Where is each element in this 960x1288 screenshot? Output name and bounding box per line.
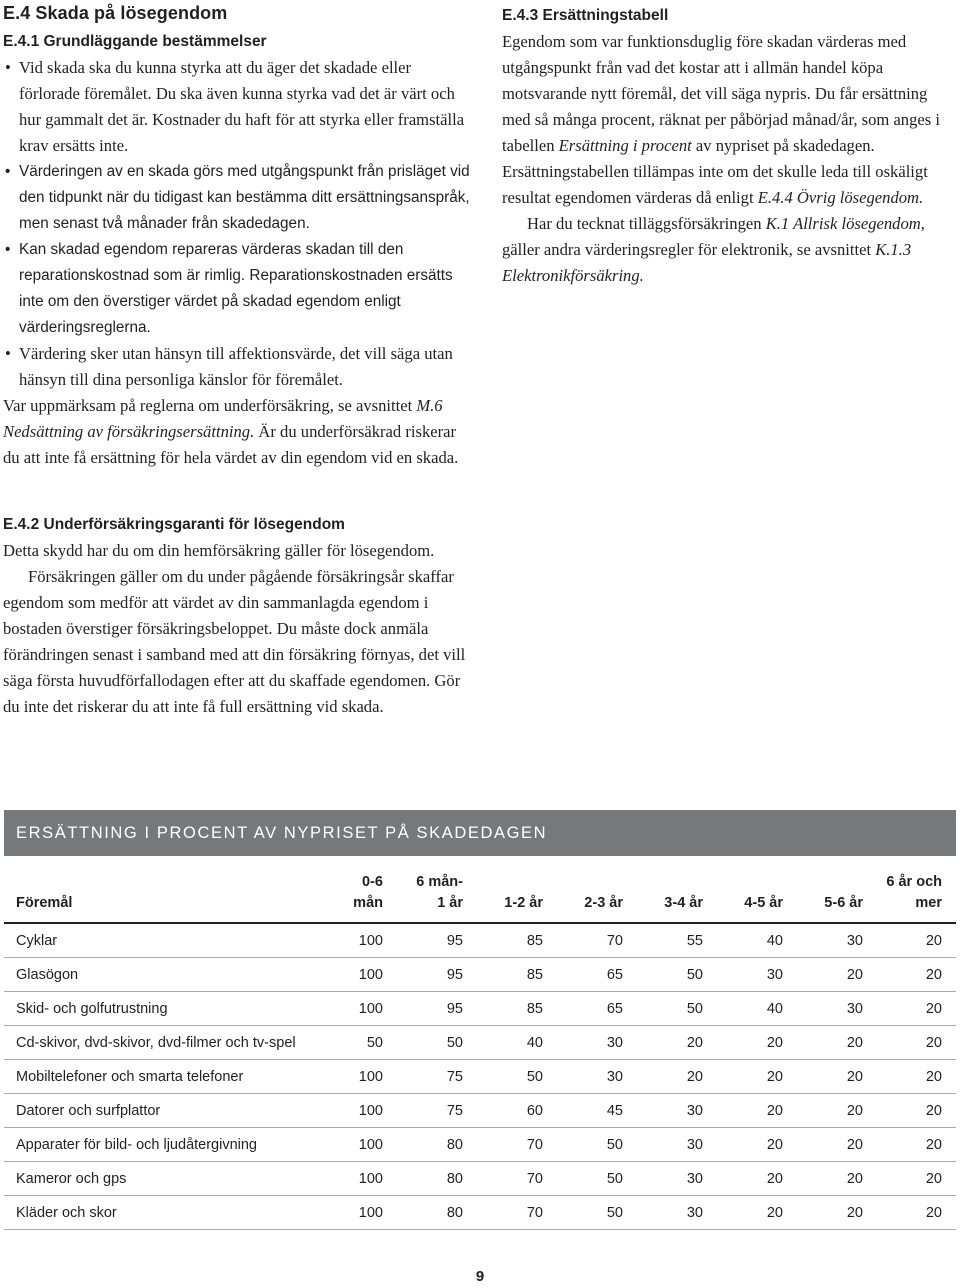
table-body bbox=[4, 923, 956, 1230]
column-header-text: 6 mån- bbox=[416, 874, 463, 890]
e43-text: Egendom som var funktionsduglig före skadan värderas med utgångspunkt från vad det kostar att i allmän handel köpa motsvarande nytt föremål, det vill säga nypris. Du får ersättning med så många procent, räknat per påbörjad månad/år, som anges i tabellen bbox=[502, 32, 940, 155]
section-heading-e4: E.4 Skada på lösegendom bbox=[3, 3, 228, 23]
percent-cell: 20 bbox=[783, 1094, 863, 1128]
table-row bbox=[4, 1094, 956, 1128]
percent-cell: 80 bbox=[383, 1128, 463, 1162]
percent-cell: 20 bbox=[863, 1162, 956, 1196]
bullet-text: Vid skada ska du kunna styrka att du äger det skadade eller förlorade föremålet. Du ska även kunna styrka vad det är värt och hur gammalt det är. Kostnader du haft för att styrka eller framställa krav ersätts inte. bbox=[19, 58, 465, 155]
e43-text-3: Har du tecknat tilläggsförsäkringen bbox=[527, 214, 766, 233]
table-row bbox=[4, 923, 956, 958]
percent-cell: 50 bbox=[383, 1026, 463, 1060]
percent-cell: 65 bbox=[543, 992, 623, 1026]
percent-cell: 20 bbox=[863, 1060, 956, 1094]
allrisk-reference-link[interactable]: K.1 Allrisk lösegendom bbox=[765, 214, 921, 233]
percent-cell: 100 bbox=[306, 1162, 383, 1196]
bullet-icon: • bbox=[5, 241, 11, 258]
percent-cell: 30 bbox=[783, 923, 863, 958]
section-reference-link[interactable]: E.4.4 Övrig lösegendom. bbox=[757, 188, 924, 207]
e42-paragraph-2: Försäkringen gäller om du under pågående försäkringsår skaffar egendom som medför att värdet av din sammanlagda egendom i bostaden överstiger försäkringsbeloppet. Du måste dock anmäla förändringen senast i samband med att din försäkring förnyas, det vill säga första huvudförfallodagen efter att du skaffade egendomen. Gör du inte det riskerar du att inte få full ersättning vid skada. bbox=[3, 567, 466, 716]
percent-cell: 20 bbox=[863, 1196, 956, 1230]
column-header-period bbox=[783, 856, 863, 923]
percent-cell: 50 bbox=[306, 1026, 383, 1060]
table-header-row bbox=[4, 856, 956, 923]
percent-cell: 70 bbox=[463, 1196, 543, 1230]
table-row bbox=[4, 1128, 956, 1162]
percent-cell: 20 bbox=[863, 1026, 956, 1060]
percent-cell: 100 bbox=[306, 1128, 383, 1162]
electronics-reference-link[interactable]: K.1.3 Elektronikförsäkring. bbox=[502, 240, 912, 285]
item-name-cell: Glasögon bbox=[4, 958, 306, 992]
bullet-icon: • bbox=[5, 58, 11, 77]
percent-cell: 30 bbox=[783, 992, 863, 1026]
column-header-text: 6 år och bbox=[886, 874, 942, 890]
percent-cell: 75 bbox=[383, 1094, 463, 1128]
percent-cell: 20 bbox=[703, 1026, 783, 1060]
percent-cell: 95 bbox=[383, 992, 463, 1026]
column-header-item bbox=[4, 856, 306, 923]
column-header-period bbox=[863, 856, 956, 923]
section-e42 bbox=[3, 512, 473, 720]
percent-cell: 20 bbox=[863, 992, 956, 1026]
page-number: 9 bbox=[475, 1268, 485, 1285]
underinsurance-note bbox=[3, 393, 473, 471]
percent-cell: 20 bbox=[783, 1162, 863, 1196]
percent-cell: 50 bbox=[543, 1128, 623, 1162]
percent-cell: 30 bbox=[703, 958, 783, 992]
percent-cell: 45 bbox=[543, 1094, 623, 1128]
table-row bbox=[4, 1060, 956, 1094]
percent-cell: 20 bbox=[703, 1094, 783, 1128]
bullet-icon: • bbox=[5, 163, 11, 180]
percent-cell: 100 bbox=[306, 923, 383, 958]
table-row bbox=[4, 958, 956, 992]
compensation-table bbox=[4, 856, 956, 1230]
e42-paragraph-1: Detta skydd har du om din hemförsäkring gäller för lösegendom. bbox=[3, 541, 435, 560]
percent-cell: 80 bbox=[383, 1196, 463, 1230]
percent-cell: 20 bbox=[863, 1128, 956, 1162]
table-row bbox=[4, 1162, 956, 1196]
item-name-cell: Kläder och skor bbox=[4, 1196, 306, 1230]
item-name-cell: Cd-skivor, dvd-skivor, dvd-filmer och tv-spel bbox=[4, 1026, 306, 1060]
percent-cell: 100 bbox=[306, 1094, 383, 1128]
percent-cell: 20 bbox=[783, 1196, 863, 1230]
percent-cell: 75 bbox=[383, 1060, 463, 1094]
percent-cell: 20 bbox=[703, 1060, 783, 1094]
percent-cell: 100 bbox=[306, 1060, 383, 1094]
percent-cell: 20 bbox=[783, 1060, 863, 1094]
percent-cell: 30 bbox=[543, 1060, 623, 1094]
bullet-icon: • bbox=[5, 344, 11, 363]
subsection-heading-e43: E.4.3 Ersättningstabell bbox=[502, 7, 669, 24]
column-header-period bbox=[383, 856, 463, 923]
column-header-text: 3-4 år bbox=[664, 895, 703, 911]
column-header-period bbox=[543, 856, 623, 923]
item-name-cell: Apparater för bild- och ljudåtergivning bbox=[4, 1128, 306, 1162]
percent-cell: 60 bbox=[463, 1094, 543, 1128]
note-text-end: Är du underförsäkrad riskerar du att inte få ersättning för hela värdet av din egendom vid en skada. bbox=[3, 422, 459, 467]
column-header-period bbox=[463, 856, 543, 923]
percent-cell: 50 bbox=[623, 992, 703, 1026]
item-name-cell: Cyklar bbox=[4, 923, 306, 958]
percent-cell: 20 bbox=[703, 1196, 783, 1230]
percent-cell: 50 bbox=[623, 958, 703, 992]
percent-cell: 85 bbox=[463, 992, 543, 1026]
column-header-text: 1 år bbox=[437, 895, 463, 911]
percent-cell: 100 bbox=[306, 1196, 383, 1230]
column-header-period bbox=[306, 856, 383, 923]
percent-cell: 20 bbox=[703, 1128, 783, 1162]
e43-paragraph-2 bbox=[502, 211, 957, 289]
column-header-text: mer bbox=[915, 895, 942, 911]
percent-cell: 80 bbox=[383, 1162, 463, 1196]
percent-cell: 20 bbox=[863, 1094, 956, 1128]
percent-cell: 20 bbox=[623, 1060, 703, 1094]
table-row bbox=[4, 1196, 956, 1230]
percent-cell: 40 bbox=[703, 992, 783, 1026]
bullet-item bbox=[3, 55, 473, 159]
subsection-heading-e42: E.4.2 Underförsäkringsgaranti för lösegendom bbox=[3, 516, 345, 533]
percent-cell: 30 bbox=[623, 1094, 703, 1128]
percent-cell: 30 bbox=[623, 1162, 703, 1196]
percent-cell: 20 bbox=[783, 1026, 863, 1060]
percent-cell: 50 bbox=[463, 1060, 543, 1094]
percent-cell: 100 bbox=[306, 992, 383, 1026]
percent-cell: 30 bbox=[623, 1196, 703, 1230]
table-banner: ERSÄTTNING I PROCENT AV NYPRISET PÅ SKADEDAGEN bbox=[4, 810, 956, 856]
item-name-cell: Kameror och gps bbox=[4, 1162, 306, 1196]
percent-cell: 20 bbox=[783, 958, 863, 992]
percent-cell: 20 bbox=[623, 1026, 703, 1060]
bullet-text: Kan skadad egendom repareras värderas skadan till den reparationskostnad som är rimlig. Reparationskostnaden ersätts inte om den överstiger värdet på skadad egendom enligt värderingsreglerna. bbox=[19, 241, 453, 336]
percent-cell: 20 bbox=[703, 1162, 783, 1196]
percent-cell: 55 bbox=[623, 923, 703, 958]
percent-cell: 95 bbox=[383, 958, 463, 992]
column-header-text: 0-6 bbox=[362, 874, 383, 890]
table-row bbox=[4, 1026, 956, 1060]
item-name-cell: Datorer och surfplattor bbox=[4, 1094, 306, 1128]
percent-cell: 20 bbox=[863, 923, 956, 958]
column-header-text: 1-2 år bbox=[504, 895, 543, 911]
bullet-item bbox=[3, 159, 473, 237]
note-reference-link[interactable]: M.6 Nedsättning av försäkringsersättning. bbox=[3, 396, 443, 441]
rules-bullet-list bbox=[3, 55, 473, 393]
column-header-text: 2-3 år bbox=[584, 895, 623, 911]
percent-cell: 70 bbox=[543, 923, 623, 958]
table-reference: Ersättning i procent bbox=[558, 136, 692, 155]
percent-cell: 50 bbox=[543, 1162, 623, 1196]
bullet-item bbox=[3, 341, 473, 393]
percent-cell: 85 bbox=[463, 958, 543, 992]
percent-cell: 70 bbox=[463, 1128, 543, 1162]
percent-cell: 100 bbox=[306, 958, 383, 992]
percent-cell: 30 bbox=[623, 1128, 703, 1162]
item-name-cell: Mobiltelefoner och smarta telefoner bbox=[4, 1060, 306, 1094]
subsection-heading-e41: E.4.1 Grundläggande bestämmelser bbox=[3, 33, 267, 50]
bullet-text: Värdering sker utan hänsyn till affektionsvärde, det vill säga utan hänsyn till dina personliga känslor för föremålet. bbox=[19, 344, 453, 389]
percent-cell: 40 bbox=[463, 1026, 543, 1060]
column-header-text: 5-6 år bbox=[824, 895, 863, 911]
percent-cell: 95 bbox=[383, 923, 463, 958]
column-header-text: mån bbox=[353, 895, 383, 911]
percent-cell: 70 bbox=[463, 1162, 543, 1196]
note-text: Var uppmärksam på reglerna om underförsäkring, se avsnittet bbox=[3, 396, 417, 415]
percent-cell: 65 bbox=[543, 958, 623, 992]
e43-paragraph-1 bbox=[502, 29, 957, 211]
bullet-text: Värderingen av en skada görs med utgångspunkt från prisläget vid den tidpunkt när du tidigast kan bestämma ditt ersättningsanspråk, men senast två månader från skadedagen. bbox=[19, 163, 470, 232]
percent-cell: 20 bbox=[783, 1128, 863, 1162]
percent-cell: 20 bbox=[863, 958, 956, 992]
percent-cell: 40 bbox=[703, 923, 783, 958]
item-name-cell: Skid- och golfutrustning bbox=[4, 992, 306, 1026]
column-header-period bbox=[703, 856, 783, 923]
column-header-text: Föremål bbox=[16, 895, 73, 911]
percent-cell: 30 bbox=[543, 1026, 623, 1060]
bullet-item bbox=[3, 237, 473, 341]
column-header-text: 4-5 år bbox=[744, 895, 783, 911]
percent-cell: 85 bbox=[463, 923, 543, 958]
left-column bbox=[3, 0, 473, 471]
column-header-period bbox=[623, 856, 703, 923]
e43-text-4: , gäller andra värderingsregler för elektronik, se avsnittet bbox=[502, 214, 925, 259]
e43-text-2: av nypriset på skadedagen. Ersättningstabellen tillämpas inte om det skulle leda till oskäligt resultat egendomen värderas då enligt bbox=[502, 136, 928, 207]
table-row bbox=[4, 992, 956, 1026]
right-column bbox=[502, 0, 957, 289]
percent-cell: 50 bbox=[543, 1196, 623, 1230]
